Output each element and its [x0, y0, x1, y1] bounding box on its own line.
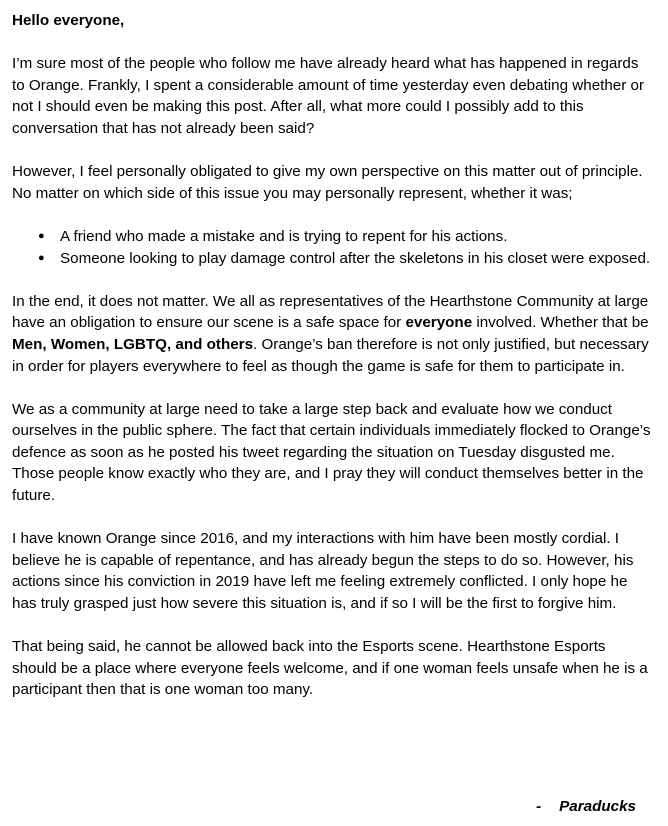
document-body: [12, 10, 652, 723]
text-span: . Orange’s ban therefore is not only justified, but necessary in order for players everywhere to feel as though the game is safe for them to participate in.: [12, 335, 649, 375]
signature: [536, 798, 636, 815]
paragraph-perspective: However, I feel personally obligated to give my own perspective on this matter out of principle. No matter on which side of this issue you may personally represent, whether it was;: [12, 163, 643, 202]
list-item: ● A friend who made a mistake and is trying to repent for his actions.: [60, 226, 652, 248]
paragraph-esports: That being said, he cannot be allowed back into the Esports scene. Hearthstone Esports should be a place where everyone feels welcome, and if one woman feels unsafe when he is a participant then that is one woman too many.: [12, 638, 648, 699]
bold-everyone: everyone: [405, 314, 473, 332]
text-span: In the end, it does not matter. We all as representatives of the Hearthstone Community at large have an obligation to ensure our scene is a safe space for: [12, 292, 649, 332]
paragraph-community: We as a community at large need to take a large step back and evaluate how we conduct ourselves in the public sphere. The fact that certain individuals immediately flocked to Orange’s defence as soon as he posted his tweet regarding the situation on Tuesday disgusted me. Those people know exactly who they are, and I pray they will conduct themselves better in the future.: [12, 400, 651, 505]
greeting: Hello everyone,: [12, 12, 125, 29]
list-item: ● Someone looking to play damage control after the skeletons in his closet were exposed.: [60, 248, 652, 270]
bullet-list: [12, 226, 652, 269]
paragraph-end-matter: [12, 291, 652, 377]
signature-name: Paraducks: [559, 798, 636, 815]
signature-dash: -: [536, 798, 542, 815]
paragraph-known-orange: I have known Orange since 2016, and my interactions with him have been mostly cordial. I believe he is capable of repentance, and has already begun the steps to do so. However, his actions since his conviction in 2019 have left me feeling extremely conflicted. I only hope he has truly grasped just how severe this situation is, and if so I will be the first to forgive him.: [12, 530, 634, 613]
text-span: involved. Whether that be: [472, 314, 649, 332]
bold-groups: Men, Women, LGBTQ, and others: [12, 335, 254, 353]
paragraph-intro: I’m sure most of the people who follow me have already heard what has happened in regards to Orange. Frankly, I spent a considerable amount of time yesterday even debating whether or not I should even be making this post. After all, what more could I possibly add to this conversation that has not already been said?: [12, 55, 645, 137]
